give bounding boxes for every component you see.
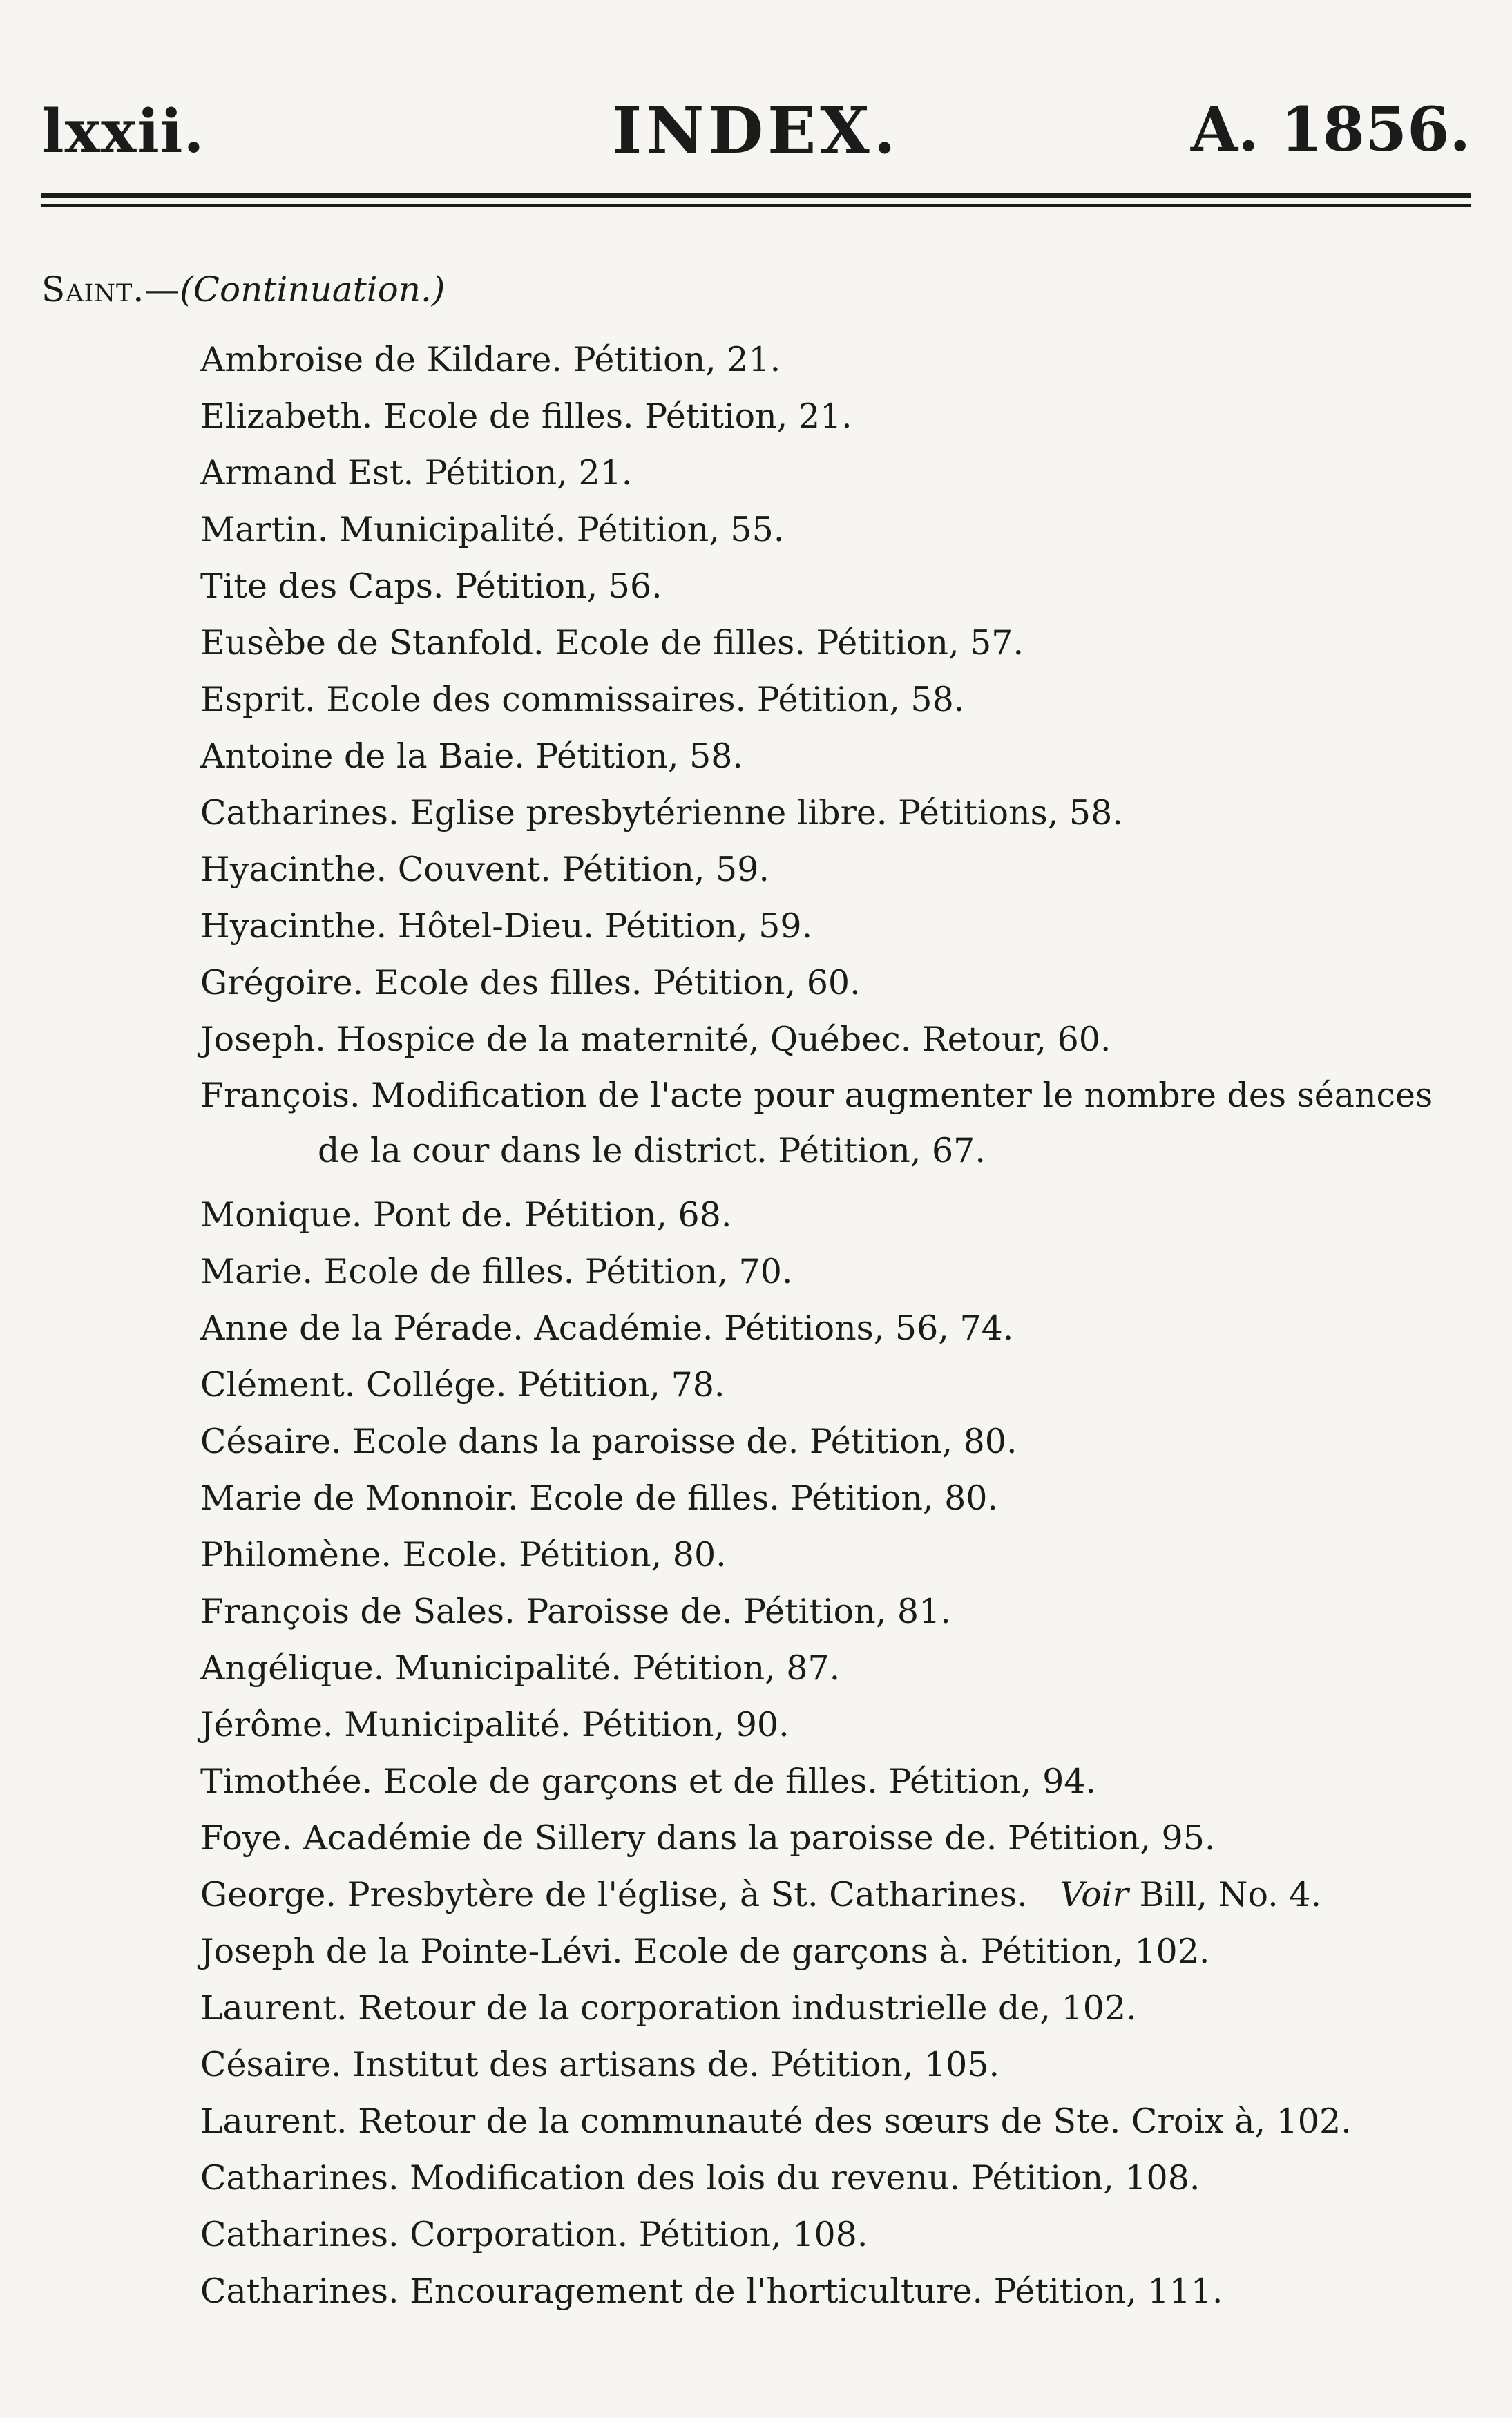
index-entry: Catharines. Modification des lois du revenu. Pétition, 108. bbox=[200, 2158, 1200, 2198]
index-entry: Laurent. Retour de la communauté des sœurs de Ste. Croix à, 102. bbox=[200, 2102, 1352, 2141]
index-entry: Joseph de la Pointe-Lévi. Ecole de garçons à. Pétition, 102. bbox=[200, 1932, 1210, 1971]
index-entry: Jérôme. Municipalité. Pétition, 90. bbox=[200, 1705, 790, 1744]
index-entry: Catharines. Corporation. Pétition, 108. bbox=[200, 2215, 868, 2254]
page-title: INDEX. bbox=[612, 93, 900, 168]
section-heading-label: Saint.— bbox=[41, 269, 180, 310]
page-number: lxxii. bbox=[41, 97, 205, 166]
index-entry: Angélique. Municipalité. Pétition, 87. bbox=[200, 1648, 841, 1688]
index-entry: Eusèbe de Stanfold. Ecole de filles. Pétition, 57. bbox=[200, 623, 1024, 663]
index-entry: Laurent. Retour de la corporation industrielle de, 102. bbox=[200, 1988, 1137, 2028]
page-header bbox=[41, 83, 1471, 173]
index-entries bbox=[200, 332, 1484, 2320]
index-entry: Clément. Collége. Pétition, 78. bbox=[200, 1365, 725, 1405]
index-entry: Monique. Pont de. Pétition, 68. bbox=[200, 1195, 732, 1235]
index-entry: Tite des Caps. Pétition, 56. bbox=[200, 567, 662, 606]
header-rule-thick bbox=[41, 193, 1471, 198]
page-year: A. 1856. bbox=[1190, 93, 1471, 165]
index-entry: Hyacinthe. Hôtel-Dieu. Pétition, 59. bbox=[200, 906, 813, 946]
index-entry: Césaire. Institut des artisans de. Pétition, 105. bbox=[200, 2045, 1000, 2084]
section-heading bbox=[41, 269, 445, 310]
index-entry: François de Sales. Paroisse de. Pétition, 81. bbox=[200, 1592, 951, 1631]
index-entry: Esprit. Ecole des commissaires. Pétition, 58. bbox=[200, 680, 965, 719]
index-entry: Catharines. Encouragement de l'horticulture. Pétition, 111. bbox=[200, 2272, 1223, 2311]
index-entry: Catharines. Eglise presbytérienne libre. Pétitions, 58. bbox=[200, 793, 1123, 832]
section-continuation: (Continuation.) bbox=[180, 269, 446, 310]
index-entry: Antoine de la Baie. Pétition, 58. bbox=[200, 736, 744, 776]
voir-reference: Voir bbox=[1060, 1875, 1129, 1914]
index-entry: Grégoire. Ecole des filles. Pétition, 60. bbox=[200, 963, 861, 1002]
header-rule-thin bbox=[41, 204, 1471, 207]
index-entry: Marie. Ecole de filles. Pétition, 70. bbox=[200, 1252, 793, 1291]
index-entry: Ambroise de Kildare. Pétition, 21. bbox=[200, 340, 781, 379]
index-entry: Timothée. Ecole de garçons et de filles. Pétition, 94. bbox=[200, 1762, 1096, 1801]
index-entry-george bbox=[200, 1867, 1484, 1923]
bill-reference: Bill, No. 4. bbox=[1139, 1875, 1322, 1914]
index-entry: Césaire. Ecole dans la paroisse de. Pétition, 80. bbox=[200, 1422, 1017, 1461]
index-entry: François. Modification de l'acte pour augmenter le nombre des séances de la cour dans le district. Pétition, 67. bbox=[200, 1076, 1433, 1170]
index-entry: Marie de Monnoir. Ecole de filles. Pétition, 80. bbox=[200, 1478, 998, 1518]
index-entry: Anne de la Pérade. Académie. Pétitions, 56, 74. bbox=[200, 1308, 1014, 1348]
index-entry: Philomène. Ecole. Pétition, 80. bbox=[200, 1535, 727, 1574]
index-entry: Joseph. Hospice de la maternité, Québec. Retour, 60. bbox=[200, 1020, 1111, 1059]
index-entry: Armand Est. Pétition, 21. bbox=[200, 453, 633, 493]
index-entry-text: George. Presbytère de l'église, à St. Catharines. bbox=[200, 1875, 1028, 1914]
index-entry: Hyacinthe. Couvent. Pétition, 59. bbox=[200, 850, 769, 889]
index-entry: Martin. Municipalité. Pétition, 55. bbox=[200, 510, 785, 549]
index-entry: Elizabeth. Ecole de filles. Pétition, 21. bbox=[200, 397, 852, 436]
index-entry: Foye. Académie de Sillery dans la paroisse de. Pétition, 95. bbox=[200, 1818, 1216, 1858]
